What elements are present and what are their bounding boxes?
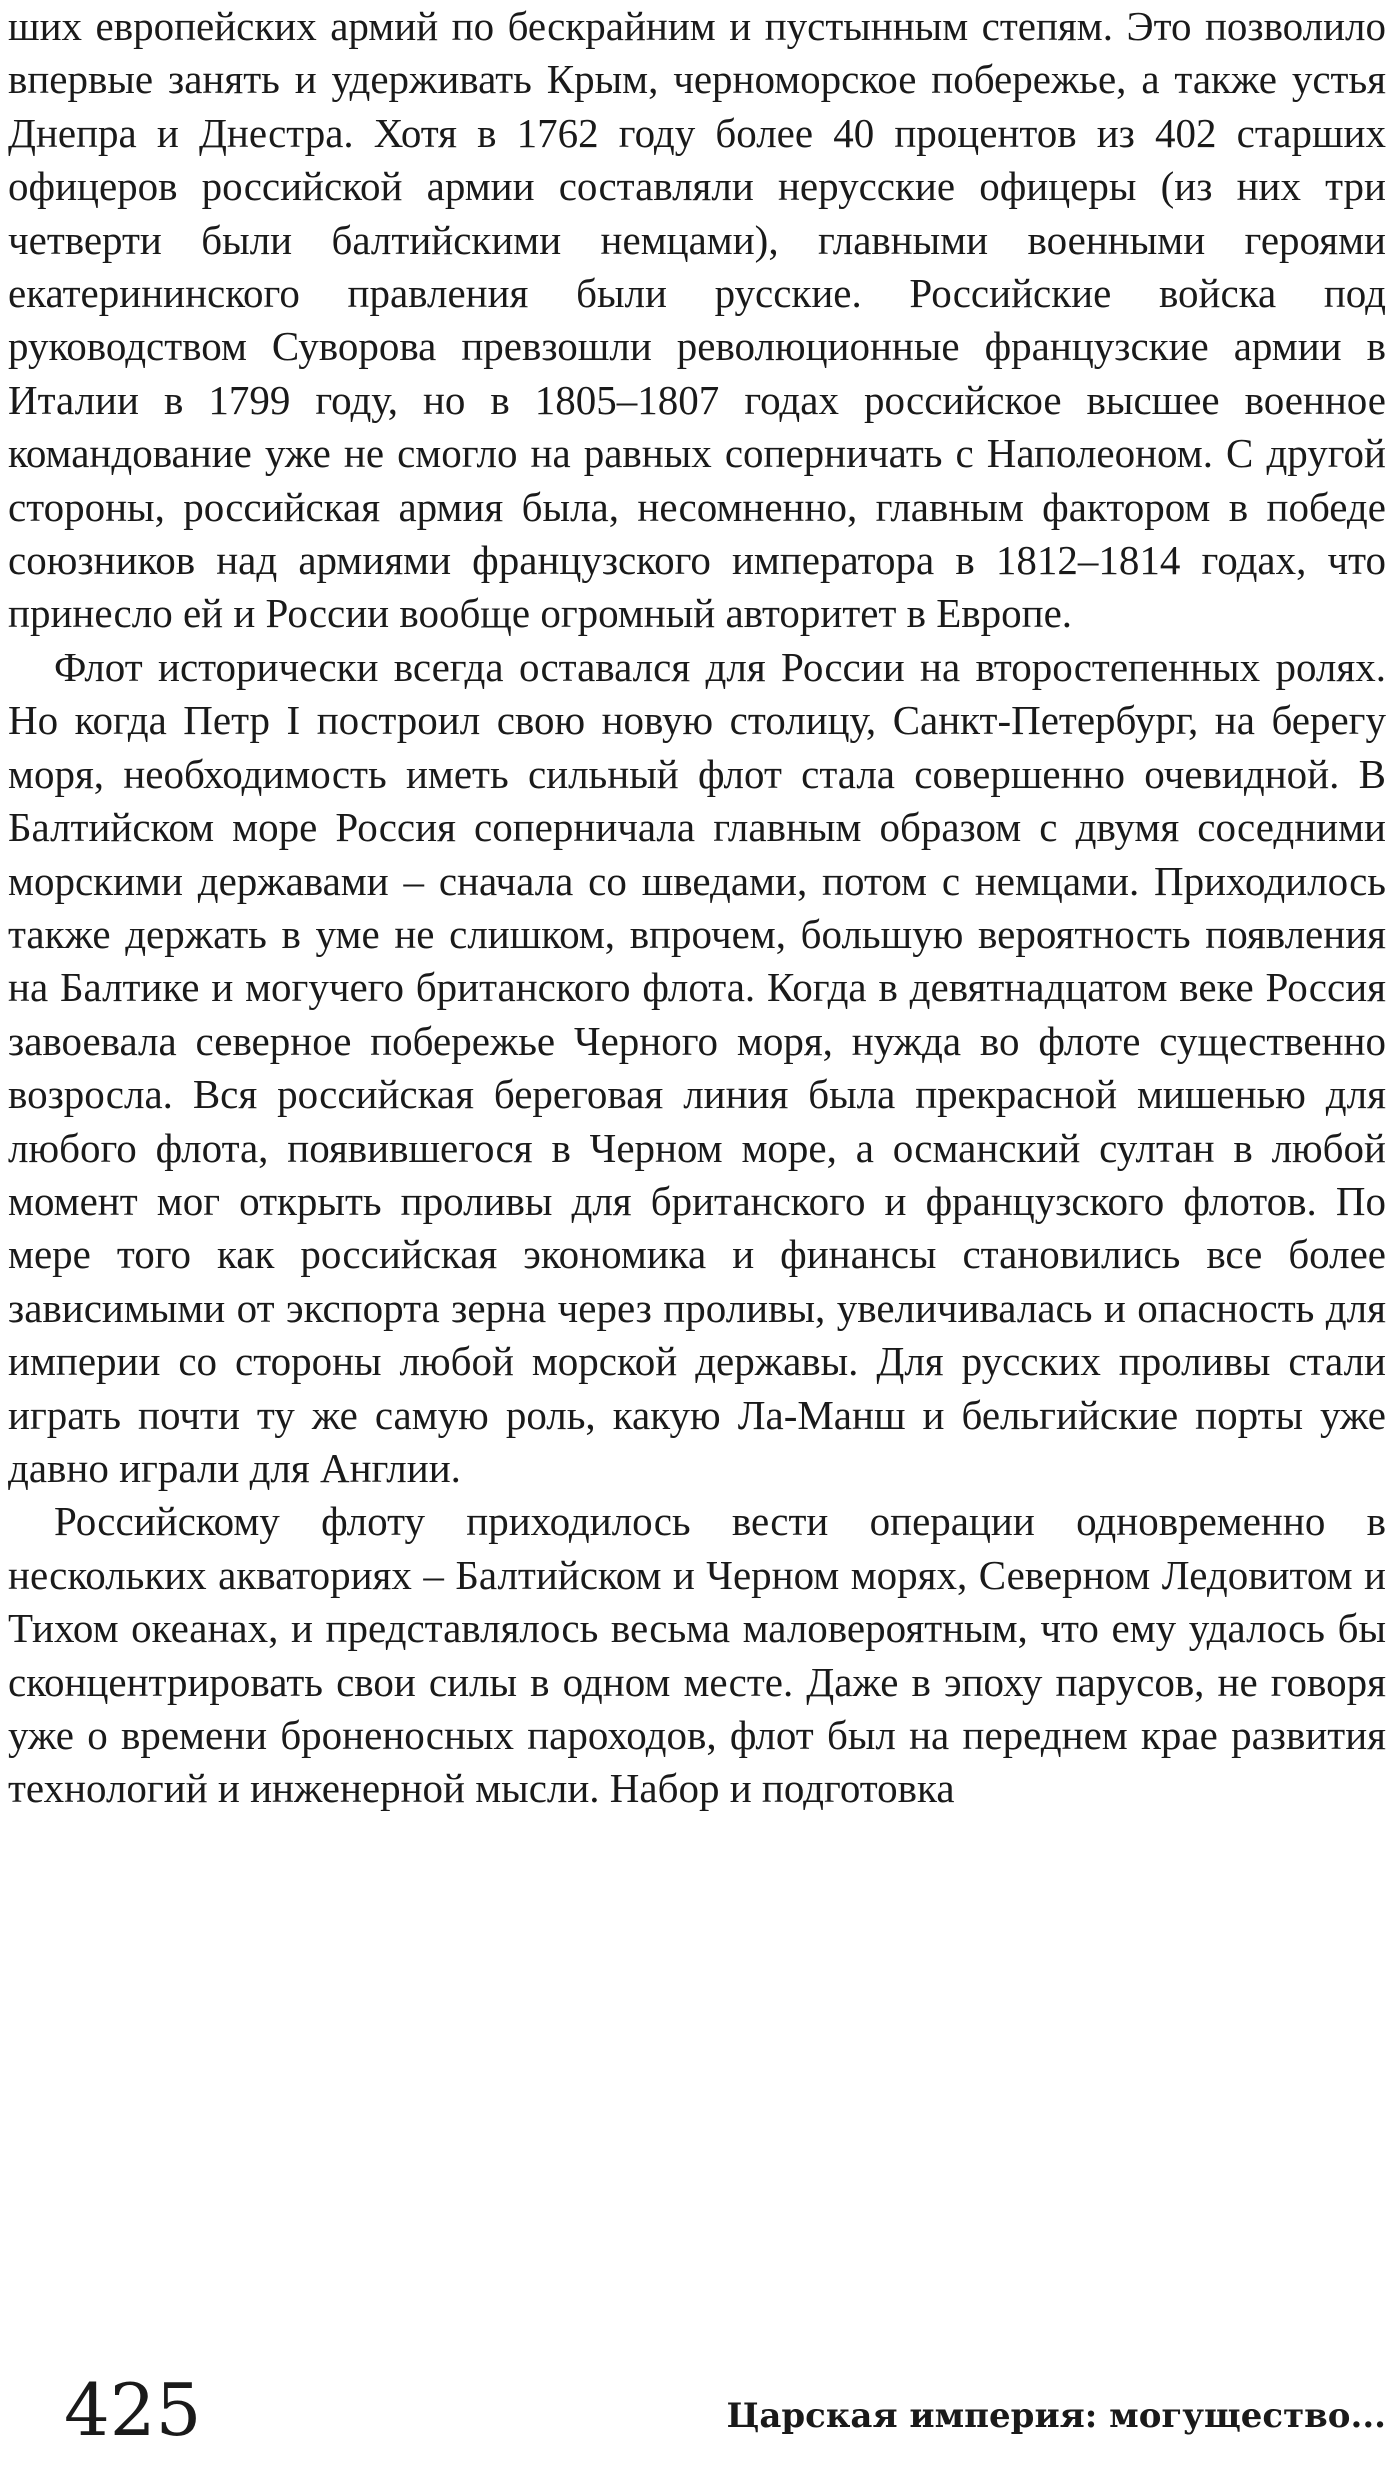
body-text <box>8 0 1386 1816</box>
page-footer <box>0 2370 1398 2450</box>
paragraph-continued: ших европейских армий по бескрайним и пустынным степям. Это позволило впервые занять и удерживать Крым, черноморское побережье, а также устья Днепра и Днестра. Хотя в 1762 году более 40 процентов из 402 старших офицеров российской армии составляли нерусские офицеры (из них три четверти были балтийскими немцами), главными военными героями екатерининского правления были русские. Российские войска под руководством Суворова превзошли революционные французские армии в Италии в 1799 году, но в 1805–1807 годах российское высшее военное командование уже не смогло на равных соперничать с Наполеоном. С другой стороны, российская армия была, несомненно, главным фактором в победе союзников над армиями французского императора в 1812–1814 годах, что принесло ей и России вообще огромный авторитет в Европе. <box>8 3 1386 637</box>
page-number: 425 <box>64 2368 202 2452</box>
paragraph-navy-operations: Российскому флоту приходилось вести операции одновременно в нескольких акваториях – Балтийском и Черном морях, Северном Ледовитом и Тихом океанах, и представлялось весьма маловероятным, что ему удалось бы сконцентрировать свои силы в одном месте. Даже в эпоху парусов, не говоря уже о времени броненосных пароходов, флот был на переднем крае развития технологий и инженерной мысли. Набор и подготовка <box>8 1498 1386 1812</box>
running-title: Царская империя: могущество... <box>726 2396 1386 2436</box>
paragraph-navy: Флот исторически всегда оставался для России на второстепенных ролях. Но когда Петр I построил свою новую столицу, Санкт-Петербург, на берегу моря, необходимость иметь сильный флот стала совершенно очевидной. В Балтийском море Россия соперничала главным образом с двумя соседними морскими державами – сначала со шведами, потом с немцами. Приходилось также держать в уме не слишком, впрочем, большую вероятность появления на Балтике и могучего британского флота. Когда в девятнадцатом веке Россия завоевала северное побережье Черного моря, нужда во флоте существенно возросла. Вся российская береговая линия была прекрасной мишенью для любого флота, появившегося в Черном море, а османский султан в любой момент мог открыть проливы для британского и французского флотов. По мере того как российская экономика и финансы становились все более зависимыми от экспорта зерна через проливы, увеличивалась и опасность для империи со стороны любой морской державы. Для русских проливы стали играть почти ту же самую роль, какую Ла-Манш и бельгийские порты уже давно играли для Англии. <box>8 643 1386 1491</box>
